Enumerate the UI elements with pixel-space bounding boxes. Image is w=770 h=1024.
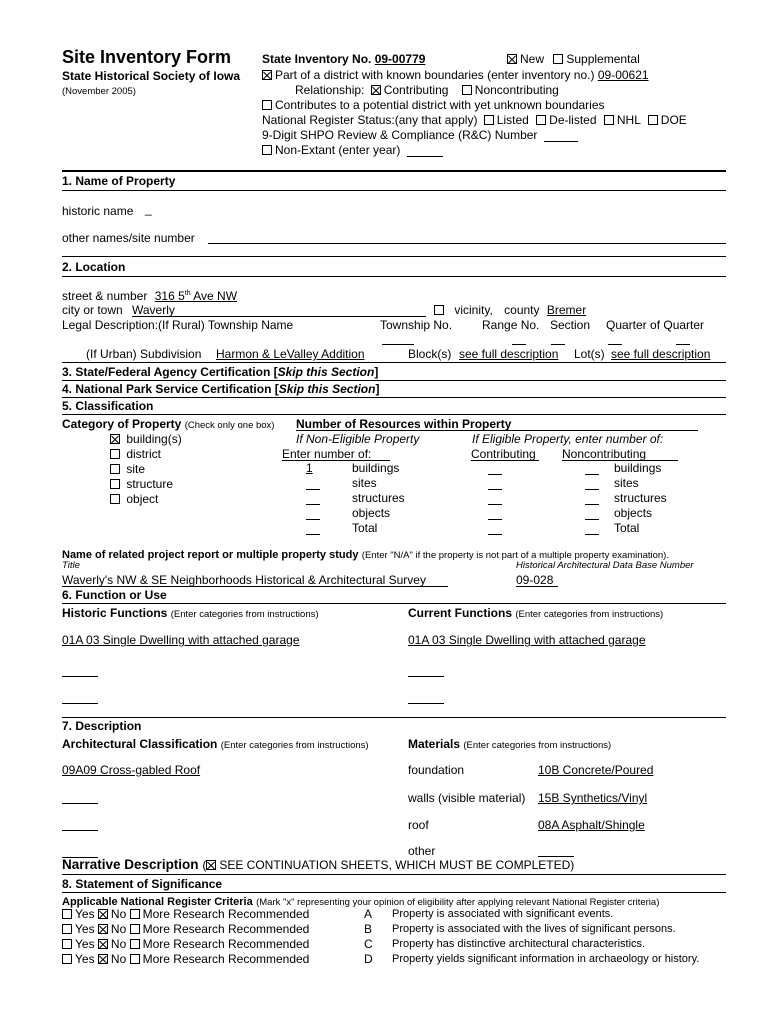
buildings-count[interactable]: 1 <box>306 461 313 475</box>
eligible-label: If Eligible Property, enter number of: <box>472 432 664 446</box>
narrative-checkbox[interactable] <box>206 860 216 870</box>
nonextant-checkbox[interactable] <box>262 145 272 155</box>
street-value[interactable] <box>155 289 237 303</box>
walls-value[interactable]: 15B Synthetics/Vinyl <box>538 791 648 805</box>
section-field[interactable] <box>551 344 565 345</box>
category-option-label: building(s) <box>126 432 182 446</box>
section-6-heading: 6. Function or Use <box>62 588 167 602</box>
narrative-label: Narrative Description <box>62 857 199 872</box>
more-research-label: More Research Recommended <box>142 937 310 951</box>
foundation-value[interactable]: 10B Concrete/Poured <box>538 763 654 777</box>
resource-labels-right <box>614 461 667 536</box>
supplemental-label: Supplemental <box>566 52 640 66</box>
other-names-field[interactable] <box>208 243 726 244</box>
no-checkbox[interactable] <box>98 924 108 934</box>
criterion-text: Property yields significant information in archaeology or history. <box>392 953 700 965</box>
urban-label: (If Urban) Subdivision <box>86 347 202 361</box>
section-label: Section <box>550 318 591 332</box>
street-number: 316 5 <box>154 289 185 303</box>
num-resources-label: Number of Resources within Property <box>296 417 512 431</box>
shpo-row <box>262 128 578 142</box>
resource-row-label: objects <box>614 506 653 520</box>
material-label: walls (visible material) <box>408 791 526 805</box>
count-field[interactable] <box>585 476 599 491</box>
no-checkbox[interactable] <box>98 939 108 949</box>
noncontributing-checkbox[interactable] <box>462 85 472 95</box>
category-label: Category of Property <box>62 417 182 431</box>
divider <box>62 170 726 172</box>
city-value[interactable]: Waverly <box>132 303 175 317</box>
new-supplemental-row <box>507 52 640 66</box>
related-study-label: Name of related project report or multiple property study <box>62 549 359 561</box>
historic-function-field[interactable] <box>62 676 98 677</box>
db-number-label: Historical Architectural Data Base Number <box>516 560 694 571</box>
vicinity-label: vicinity, <box>454 303 493 317</box>
db-number-value[interactable]: 09-028 <box>516 573 554 587</box>
district-number[interactable]: 09-00621 <box>597 68 649 82</box>
arch-class-value[interactable]: 09A09 Cross-gabled Roof <box>62 763 201 777</box>
material-label: foundation <box>408 763 465 777</box>
nonextant-year-field[interactable] <box>407 156 443 157</box>
narrative-row: Narrative Description ( SEE CONTINUATION SHEETS, WHICH MUST BE COMPLETED) <box>62 857 575 872</box>
count-field[interactable] <box>306 476 320 491</box>
contributing-col-label: Contributing <box>471 447 536 461</box>
org-name: State Historical Society of Iowa <box>62 69 241 83</box>
count-field[interactable] <box>488 461 502 476</box>
related-study-row <box>62 547 669 561</box>
current-function-field[interactable] <box>408 676 444 677</box>
listed-label: Listed <box>496 113 529 127</box>
no-label: No <box>110 907 127 921</box>
category-option-label: structure <box>126 477 174 491</box>
criterion-row <box>62 952 722 967</box>
arch-class-heading <box>62 737 369 751</box>
blocks-value[interactable]: see full description <box>459 347 559 361</box>
related-study-hint: (Enter "N/A" if the property is not part of a multiple property examination). <box>361 550 669 561</box>
more-research-label: More Research Recommended <box>142 952 310 966</box>
divider <box>62 397 726 398</box>
category-option-label: site <box>126 462 146 476</box>
narrative-text: SEE CONTINUATION SHEETS, WHICH MUST BE COMPLETED) <box>219 858 575 872</box>
shpo-field[interactable] <box>544 141 578 142</box>
street-suffix: th <box>184 290 191 297</box>
section-8-heading: 8. Statement of Significance <box>62 877 223 891</box>
divider <box>62 717 726 718</box>
count-field[interactable] <box>306 521 320 536</box>
current-function-value[interactable]: 01A 03 Single Dwelling with attached garage <box>408 633 646 647</box>
noncontributing-label: Noncontributing <box>474 83 559 97</box>
criterion-options <box>62 907 309 922</box>
nhl-checkbox[interactable] <box>604 115 614 125</box>
resource-row-label: buildings <box>614 461 662 475</box>
section-5-heading: 5. Classification <box>62 399 154 413</box>
historic-functions-label: Historic Functions <box>62 606 168 620</box>
title-label: Title <box>62 560 80 571</box>
section-4-close: ] <box>375 382 380 396</box>
category-option-label: district <box>126 447 162 461</box>
noncontributing-col-label: Noncontributing <box>562 447 647 461</box>
current-functions-hint: (Enter categories from instructions) <box>515 609 664 620</box>
form-date: (November 2005) <box>62 86 136 97</box>
yes-label: Yes <box>75 907 95 921</box>
current-functions-label: Current Functions <box>408 606 512 620</box>
roof-value[interactable]: 08A Asphalt/Shingle <box>538 818 645 832</box>
city-field <box>132 316 426 317</box>
lots-label: Lot(s) <box>574 347 605 361</box>
no-checkbox[interactable] <box>98 909 108 919</box>
historic-name-value[interactable]: _ <box>145 202 152 216</box>
new-label: New <box>520 52 545 66</box>
non-eligible-counts <box>306 461 320 536</box>
relationship-label: Relationship: <box>295 83 365 97</box>
street-row <box>62 289 237 303</box>
nonextant-row <box>262 143 443 157</box>
building-checkbox[interactable] <box>110 434 120 444</box>
new-checkbox[interactable] <box>507 54 517 64</box>
category-hint: (Check only one box) <box>184 420 275 431</box>
doe-checkbox[interactable] <box>648 115 658 125</box>
city-label: city or town <box>62 303 123 317</box>
material-label: roof <box>408 818 429 832</box>
category-option[interactable] <box>110 477 182 492</box>
section-4-skip: Skip this Section <box>278 382 376 396</box>
yes-label: Yes <box>75 952 95 966</box>
resource-row-label: structures <box>352 491 405 505</box>
more-research-checkbox[interactable] <box>130 954 140 964</box>
divider <box>62 276 726 277</box>
title-field-rule <box>62 586 448 587</box>
divider <box>62 256 726 257</box>
section-3-heading <box>62 365 378 379</box>
county-label: county <box>504 303 540 317</box>
current-function-field[interactable] <box>408 703 444 704</box>
db-field-rule <box>516 586 558 587</box>
nr-status-label: National Register Status:(any that apply) <box>262 113 478 127</box>
resource-row-label: Total <box>614 521 640 535</box>
divider <box>62 414 726 415</box>
subdivision-value[interactable]: Harmon & LeValley Addition <box>216 347 365 361</box>
count-field[interactable] <box>585 506 599 521</box>
count-field[interactable] <box>306 506 320 521</box>
category-option[interactable] <box>110 492 182 507</box>
section-1-heading: 1. Name of Property <box>62 174 176 188</box>
count-field[interactable] <box>585 491 599 506</box>
yes-checkbox[interactable] <box>62 954 72 964</box>
criterion-letter: A <box>364 907 373 921</box>
vicinity-checkbox[interactable] <box>434 305 444 315</box>
quarter-label: Quarter of Quarter <box>606 318 705 332</box>
supplemental-checkbox[interactable] <box>553 54 563 64</box>
category-option-label: object <box>126 492 159 506</box>
materials-heading <box>408 737 611 751</box>
district-option-checkbox[interactable] <box>110 449 120 459</box>
delisted-label: De-listed <box>549 113 597 127</box>
divider <box>62 190 726 191</box>
resource-row-label: objects <box>352 506 391 520</box>
materials-label: Materials <box>408 737 461 751</box>
yes-checkbox[interactable] <box>62 909 72 919</box>
resource-row-label: structures <box>614 491 667 505</box>
shpo-label: 9-Digit SHPO Review & Compliance (R&C) Number <box>262 128 538 142</box>
blocks-label: Block(s) <box>408 347 452 361</box>
nonextant-label: Non-Extant (enter year) <box>275 143 401 157</box>
arch-class-field[interactable] <box>62 830 98 831</box>
district-label: Part of a district with known boundaries (enter inventory no.) <box>275 68 595 82</box>
category-option[interactable] <box>110 462 182 477</box>
nhl-label: NHL <box>616 113 641 127</box>
form-title: Site Inventory Form <box>62 47 232 67</box>
township-no-field[interactable] <box>382 344 414 345</box>
resource-row-label: Total <box>352 521 378 535</box>
section-7-heading: 7. Description <box>62 719 142 733</box>
quarter-of-quarter-field[interactable] <box>676 344 690 345</box>
resource-labels-left <box>352 461 405 536</box>
count-field[interactable] <box>488 491 502 506</box>
object-checkbox[interactable] <box>110 494 120 504</box>
arch-class-label: Architectural Classification <box>62 737 218 751</box>
count-field[interactable] <box>488 521 502 536</box>
resource-row-label: sites <box>352 476 377 490</box>
criteria-heading <box>62 894 659 908</box>
historic-function-value[interactable]: 01A 03 Single Dwelling with attached garage <box>62 633 300 647</box>
nr-status-row <box>262 113 687 127</box>
num-resources-rule <box>296 430 698 431</box>
category-heading <box>62 417 274 431</box>
no-label: No <box>110 937 127 951</box>
criterion-text: Property is associated with the lives of significant persons. <box>392 923 676 935</box>
non-eligible-label: If Non-Eligible Property <box>296 432 420 446</box>
arch-class-hint: (Enter categories from instructions) <box>220 740 369 751</box>
quarter-field[interactable] <box>608 344 622 345</box>
arch-class-field[interactable] <box>62 803 98 804</box>
count-field[interactable] <box>488 476 502 491</box>
range-no-field[interactable] <box>512 344 526 345</box>
potential-district-checkbox[interactable] <box>262 100 272 110</box>
inventory-number-row <box>262 52 425 66</box>
criteria-label: Applicable National Register Criteria <box>62 896 253 908</box>
vicinity-row <box>434 303 586 317</box>
criterion-text: Property is associated with significant events. <box>392 908 614 920</box>
criteria-list <box>62 907 722 967</box>
contributing-checkbox[interactable] <box>371 85 381 95</box>
historic-functions-hint: (Enter categories from instructions) <box>170 609 319 620</box>
no-label: No <box>110 952 127 966</box>
more-research-checkbox[interactable] <box>130 939 140 949</box>
district-checkbox[interactable] <box>262 70 272 80</box>
district-row <box>262 68 649 82</box>
site-checkbox[interactable] <box>110 464 120 474</box>
no-checkbox[interactable] <box>98 954 108 964</box>
potential-district-row <box>262 98 605 112</box>
yes-label: Yes <box>75 922 95 936</box>
more-research-checkbox[interactable] <box>130 909 140 919</box>
yes-label: Yes <box>75 937 95 951</box>
divider <box>62 380 726 381</box>
count-field[interactable] <box>585 461 599 476</box>
divider <box>62 874 726 875</box>
more-research-checkbox[interactable] <box>130 924 140 934</box>
more-research-label: More Research Recommended <box>142 922 310 936</box>
divider <box>62 362 726 363</box>
section-3-skip: Skip this Section <box>277 365 375 379</box>
no-label: No <box>110 922 127 936</box>
criterion-options <box>62 952 309 967</box>
historic-functions-heading <box>62 606 319 620</box>
resource-row-label: sites <box>614 476 639 490</box>
criterion-row <box>62 907 722 922</box>
count-field[interactable] <box>488 506 502 521</box>
doe-label: DOE <box>660 113 687 127</box>
divider <box>62 603 726 604</box>
noncontributing-counts <box>585 461 599 536</box>
resource-row-label: buildings <box>352 461 400 475</box>
enter-number-label: Enter number of: <box>282 447 372 461</box>
category-option[interactable] <box>110 447 182 462</box>
current-functions-heading <box>408 606 663 620</box>
inventory-number-label: State Inventory No. <box>262 52 372 66</box>
criterion-row <box>62 922 722 937</box>
relationship-row <box>295 83 559 97</box>
potential-district-label: Contributes to a potential district with yet unknown boundaries <box>275 98 605 112</box>
yes-checkbox[interactable] <box>62 939 72 949</box>
contributing-label: Contributing <box>383 83 449 97</box>
historic-function-field[interactable] <box>62 703 98 704</box>
criterion-options <box>62 937 309 952</box>
criterion-letter: D <box>364 952 373 966</box>
lots-value[interactable]: see full description <box>611 347 711 361</box>
section-4-heading <box>62 382 379 396</box>
section-2-heading: 2. Location <box>62 260 126 274</box>
street-name: Ave NW <box>190 289 238 303</box>
historic-name-label: historic name <box>62 204 134 218</box>
street-label: street & number <box>62 289 148 303</box>
divider <box>62 892 726 893</box>
col-rule <box>471 460 539 461</box>
count-field[interactable] <box>306 491 320 506</box>
materials-hint: (Enter categories from instructions) <box>463 740 612 751</box>
contributing-counts <box>488 461 502 536</box>
category-list <box>110 432 182 507</box>
criteria-hint: (Mark "x" representing your opinion of eligibility after applying relevant National Register criteria) <box>256 897 660 908</box>
section-4-text: 4. National Park Service Certification [ <box>62 382 279 396</box>
county-value[interactable]: Bremer <box>546 303 587 317</box>
structure-checkbox[interactable] <box>110 479 120 489</box>
delisted-checkbox[interactable] <box>536 115 546 125</box>
section-3-close: ] <box>374 365 379 379</box>
range-no-label: Range No. <box>482 318 540 332</box>
section-3-text: 3. State/Federal Agency Certification [ <box>62 365 278 379</box>
related-title-value[interactable]: Waverly's NW & SE Neighborhoods Historical & Architectural Survey <box>62 573 426 587</box>
criterion-letter: B <box>364 922 373 936</box>
yes-checkbox[interactable] <box>62 924 72 934</box>
more-research-label: More Research Recommended <box>142 907 310 921</box>
other-material-label: other <box>408 844 436 858</box>
legal-description-label: Legal Description:(If Rural) Township Name <box>62 318 294 332</box>
criterion-options <box>62 922 309 937</box>
criterion-letter: C <box>364 937 373 951</box>
criterion-text: Property has distinctive architectural characteristics. <box>392 938 646 950</box>
category-option[interactable] <box>110 432 182 447</box>
township-no-label: Township No. <box>380 318 453 332</box>
inventory-number-value[interactable]: 09-00779 <box>374 52 426 66</box>
count-field[interactable] <box>585 521 599 536</box>
criterion-row <box>62 937 722 952</box>
listed-checkbox[interactable] <box>484 115 494 125</box>
other-names-label: other names/site number <box>62 231 195 245</box>
